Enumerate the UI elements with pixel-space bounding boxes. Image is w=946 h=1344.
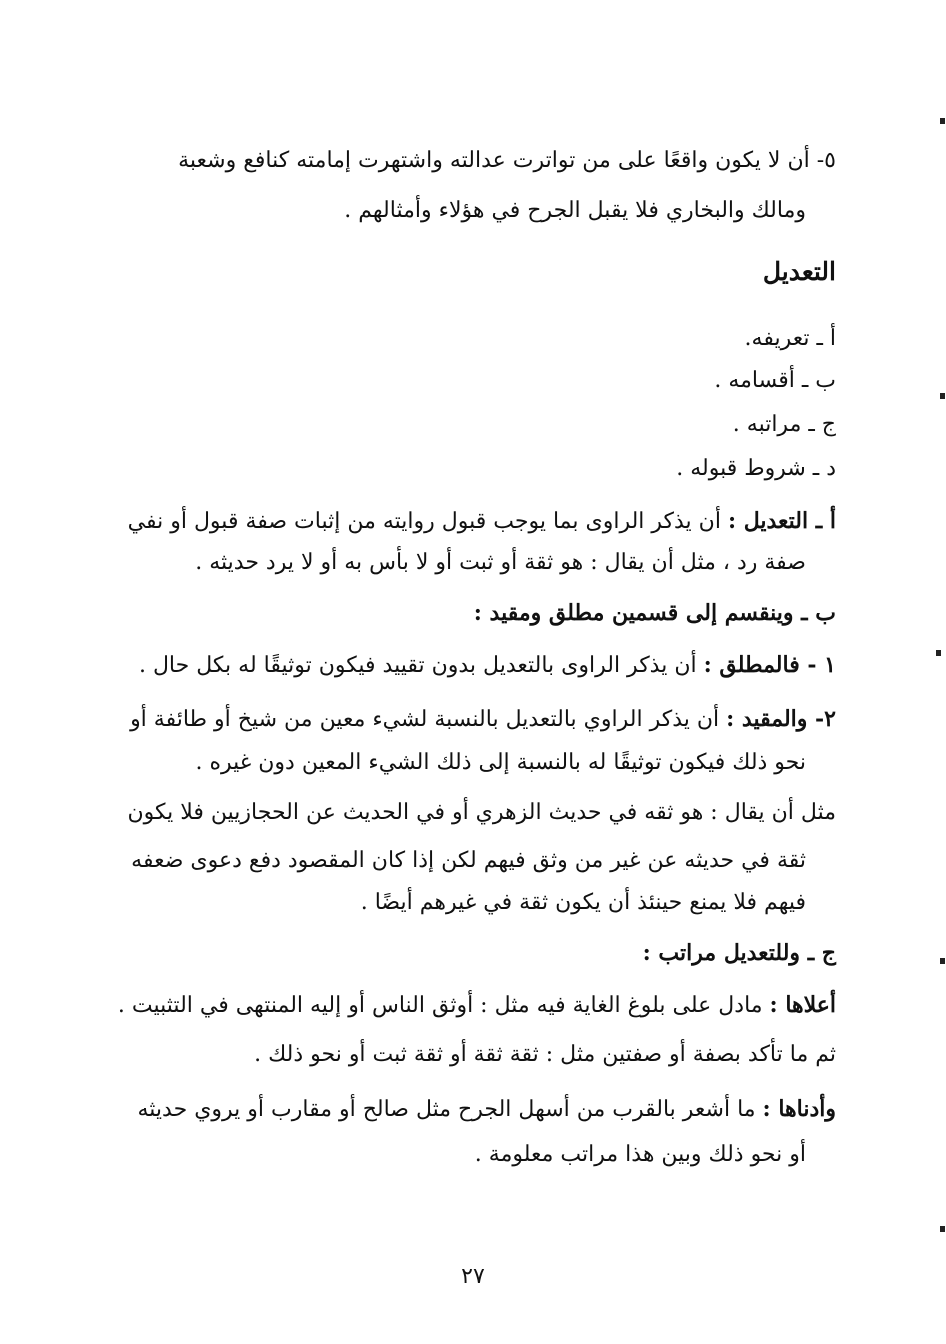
line-condition-5-cont: ومالك والبخاري فلا يقبل الجرح في هؤلاء وأمثالهم . (344, 198, 806, 223)
rank-highest: أعلاها : مادل على بلوغ الغاية فيه مثل : أوثق الناس أو إليه المنتهى في التثبيت . (117, 992, 836, 1018)
paragraph-example-cont-2: فيهم فلا يمنع حينئذ أن يكون ثقة في غيرهم أيضًا . (360, 890, 806, 915)
paragraph-example: مثل أن يقال : هو ثقه في حديث الزهري أو في الحديث عن الحجازيين فلا يكون (127, 800, 836, 825)
item-absolute: ١ - فالمطلق : أن يذكر الراوى بالتعديل بدون تقييد فيكون توثيقًا له بكل حال . (138, 652, 836, 678)
outline-item-c: ج ـ مراتبه . (732, 412, 836, 437)
scan-mark (936, 650, 941, 656)
line-condition-5: ٥- أن لا يكون واقعًا على من تواترت عدالته واشتهرت إمامته كنافع وشعبة (178, 148, 836, 173)
item-restricted-cont: نحو ذلك فيكون توثيقًا له بالنسبة إلى ذلك الشيء المعين دون غيره . (195, 750, 806, 775)
page-number: ٢٧ (461, 1264, 485, 1289)
paragraph-example-cont-1: ثقة في حديثه عن غير من وثق فيهم لكن إذا كان المقصود دفع دعوى ضعفه (131, 848, 806, 873)
rank-lowest: وأدناها : ما أشعر بالقرب من أسهل الجرح مثل صالح أو مقارب أو يروي حديثه (137, 1096, 836, 1122)
outline-item-a: أ ـ تعريفه. (744, 326, 836, 351)
scan-mark (940, 958, 945, 964)
scan-mark (940, 393, 945, 399)
rank-middle: ثم ما تأكد بصفة أو صفتين مثل : ثقة ثقة أو ثقة ثبت أو نحو ذلك . (254, 1042, 836, 1067)
paragraph-definition-cont: صفة رد ، مثل أن يقال : هو ثقة أو ثبت أو لا بأس به أو لا يرد حديثه . (195, 550, 806, 575)
heading-divisions: ب ـ وينقسم إلى قسمين مطلق ومقيد : (473, 600, 836, 626)
scan-mark (940, 1226, 945, 1232)
scan-mark (940, 118, 945, 124)
heading-ranks: ج ـ وللتعديل مراتب : (642, 940, 836, 966)
item-restricted: ٢- والمقيد : أن يذكر الراوي بالتعديل بالنسبة لشيء معين من شيخ أو طائفة أو (130, 706, 836, 732)
outline-item-b: ب ـ أقسامه . (714, 368, 836, 393)
section-title: التعديل (762, 257, 836, 286)
paragraph-definition: أ ـ التعديل : أن يذكر الراوى بما يوجب قبول روايته من إثبات صفة قبول أو نفي (127, 508, 836, 534)
rank-lowest-cont: أو نحو ذلك وبين هذا مراتب معلومة . (474, 1142, 806, 1167)
outline-item-d: د ـ شروط قبوله . (676, 456, 836, 481)
